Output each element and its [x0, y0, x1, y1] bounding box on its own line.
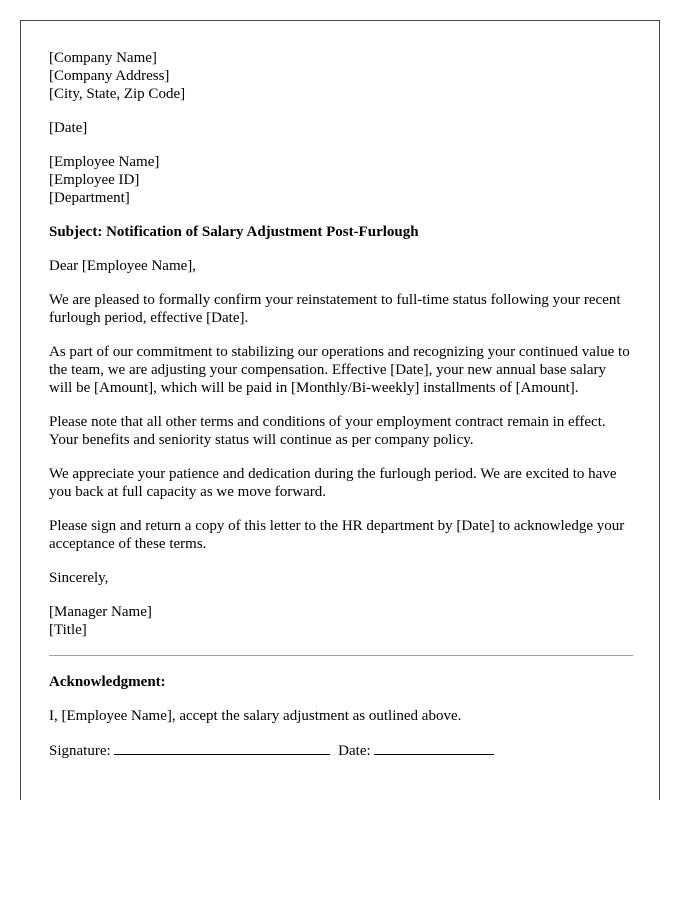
signature-label: Signature: — [49, 743, 111, 759]
sender-address-block — [49, 49, 633, 103]
acknowledgment-heading: Acknowledgment: — [49, 674, 166, 690]
letter-content — [49, 49, 633, 776]
body-paragraph-reinstatement: We are pleased to formally confirm your reinstatement to full-time status following your recent furlough period, effective [Date]. — [49, 292, 621, 326]
salutation: Dear [Employee Name], — [49, 258, 197, 274]
closing: Sincerely, — [49, 570, 109, 586]
signature-line[interactable] — [114, 741, 330, 755]
body-paragraph-terms: Please note that all other terms and conditions of your employment contract remain in effect. Your benefits and seniority status will continue as per company policy. — [49, 414, 606, 448]
company-address: [Company Address] — [49, 68, 170, 84]
body-paragraph-return-instructions: Please sign and return a copy of this letter to the HR department by [Date] to acknowledge your acceptance of these terms. — [49, 518, 625, 552]
letter-date: [Date] — [49, 120, 88, 136]
date-line[interactable] — [374, 741, 494, 755]
manager-title: [Title] — [49, 622, 87, 638]
employee-name: [Employee Name] — [49, 154, 160, 170]
section-divider — [49, 655, 633, 656]
letter-page — [20, 20, 660, 800]
company-name: [Company Name] — [49, 50, 157, 66]
acknowledgment-statement: I, [Employee Name], accept the salary adjustment as outlined above. — [49, 708, 462, 724]
city-state-zip: [City, State, Zip Code] — [49, 86, 186, 102]
recipient-block — [49, 153, 633, 207]
signature-row — [49, 741, 633, 760]
subject-line: Subject: Notification of Salary Adjustment Post-Furlough — [49, 224, 419, 240]
manager-name: [Manager Name] — [49, 604, 152, 620]
signer-block — [49, 603, 633, 639]
body-paragraph-appreciation: We appreciate your patience and dedication during the furlough period. We are excited to have you back at full capacity as we move forward. — [49, 466, 617, 500]
employee-id: [Employee ID] — [49, 172, 140, 188]
body-paragraph-compensation: As part of our commitment to stabilizing our operations and recognizing your continued value to the team, we are adjusting your compensation. Effective [Date], your new annual base salary will be [Amount], which will be paid in [Monthly/Bi-weekly] installments of [Amount]. — [49, 344, 630, 396]
date-label: Date: — [338, 743, 371, 759]
department: [Department] — [49, 190, 130, 206]
